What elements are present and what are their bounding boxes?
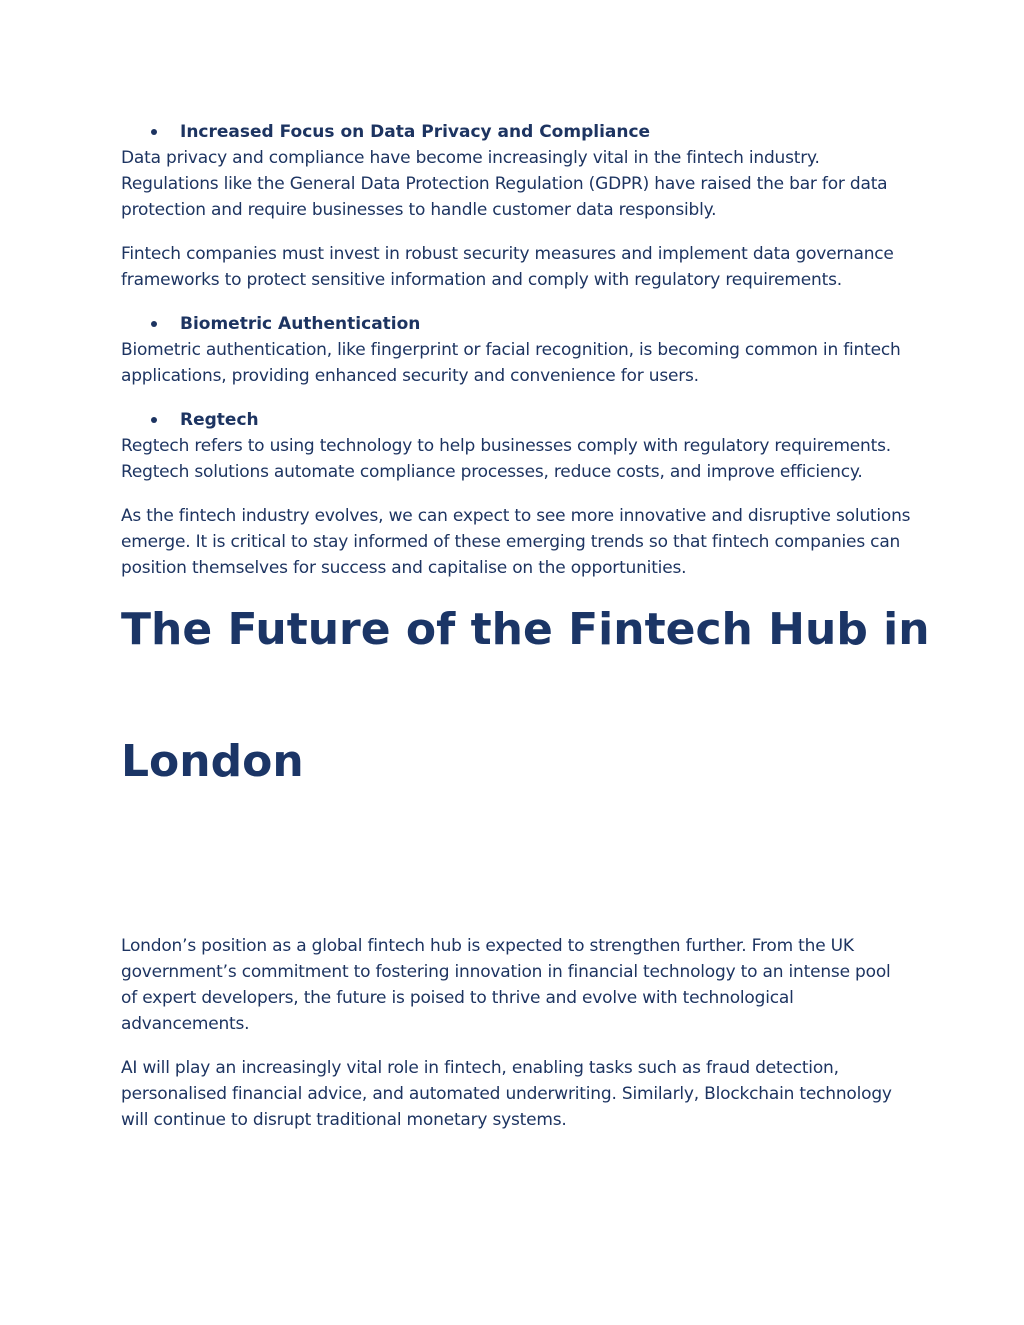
paragraph-ai-role: AI will play an increasingly vital role in fintech, enabling tasks such as fraud detection, personalised financial advice, and automated underwriting. Similarly, Blockchain technology will continue to disrupt traditional monetary systems. bbox=[121, 1058, 892, 1130]
paragraph-fintech-security: Fintech companies must invest in robust security measures and implement data governance frameworks to protect sensitive information and comply with regulatory requirements. bbox=[121, 244, 894, 290]
paragraph-regtech: Regtech refers to using technology to help businesses comply with regulatory requirements. Regtech solutions automate compliance processes, reduce costs, and improve efficiency. bbox=[121, 436, 891, 482]
paragraph-data-privacy: Data privacy and compliance have become increasingly vital in the fintech industry. Regulations like the General Data Protection Regulation (GDPR) have raised the bar for data protection and require businesses to handle customer data responsibly. bbox=[121, 148, 888, 220]
section-title bbox=[121, 604, 930, 855]
paragraph-biometric: Biometric authentication, like fingerprint or facial recognition, is becoming common in fintech applications, providing enhanced security and convenience for users. bbox=[121, 340, 901, 386]
bullet-heading-regtech bbox=[121, 407, 911, 433]
document-page bbox=[121, 119, 930, 1151]
bullet-heading-label: Regtech bbox=[180, 410, 259, 430]
paragraph-london-position: London’s position as a global fintech hub is expected to strengthen further. From the UK government’s commitment to fostering innovation in financial technology to an intense pool of expert developers, the future is poised to thrive and evolve with technological advancements. bbox=[121, 936, 891, 1034]
bullet-dot-icon bbox=[151, 129, 157, 135]
section-title-line-1: The Future of the Fintech Hub in bbox=[121, 604, 930, 655]
bullet-dot-icon bbox=[151, 321, 157, 327]
bullet-heading-label: Biometric Authentication bbox=[180, 314, 421, 334]
bullet-heading-data-privacy bbox=[121, 119, 911, 145]
bullet-dot-icon bbox=[151, 417, 157, 423]
section-title-line-2: London bbox=[121, 736, 304, 787]
bullet-heading-biometric bbox=[121, 311, 911, 337]
paragraph-fintech-evolves: As the fintech industry evolves, we can expect to see more innovative and disruptive solutions emerge. It is critical to stay informed of these emerging trends so that fintech companies can position themselves for success and capitalise on the opportunities. bbox=[121, 506, 911, 578]
bullet-heading-label: Increased Focus on Data Privacy and Compliance bbox=[180, 122, 651, 142]
